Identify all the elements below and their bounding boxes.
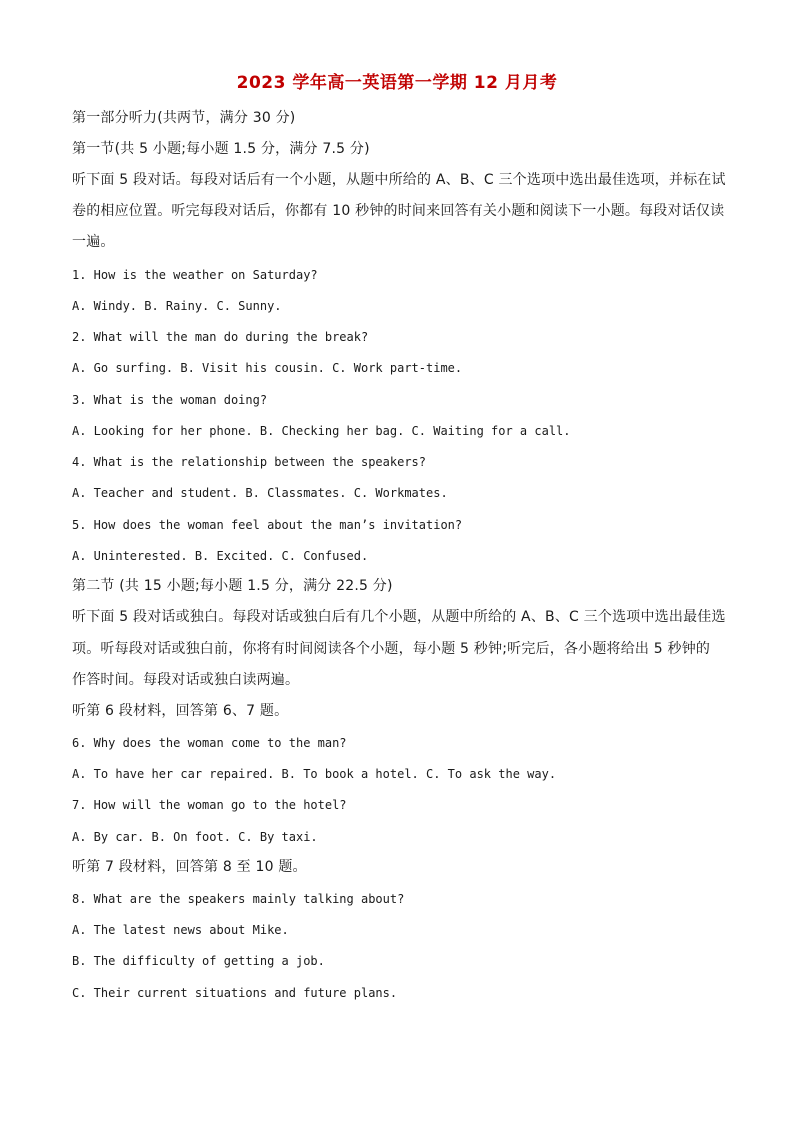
- section1-heading: 第一节(共 5 小题;每小题 1.5 分，满分 7.5 分): [72, 141, 370, 157]
- question-5: 5. How does the woman feel about the man’s invitation?: [72, 518, 463, 532]
- material-6-heading: 听第 6 段材料，回答第 6、7 题。: [72, 703, 289, 719]
- section1-instructions-line: 听下面 5 段对话。每段对话后有一个小题，从题中所给的 A、B、C 三个选项中选出最佳选项，并标在试: [72, 172, 726, 188]
- question-4-options: A. Teacher and student. B. Classmates. C. Workmates.: [72, 486, 448, 500]
- question-4: 4. What is the relationship between the speakers?: [72, 455, 427, 469]
- question-2: 2. What will the man do during the break?: [72, 330, 369, 344]
- question-1: 1. How is the weather on Saturday?: [72, 268, 318, 282]
- part1-heading: 第一部分听力(共两节，满分 30 分): [72, 110, 296, 126]
- question-8: 8. What are the speakers mainly talking about?: [72, 892, 405, 906]
- question-7: 7. How will the woman go to the hotel?: [72, 798, 347, 812]
- question-8-option-a: A. The latest news about Mike.: [72, 923, 289, 937]
- question-8-option-c: C. Their current situations and future plans.: [72, 986, 398, 1000]
- question-5-options: A. Uninterested. B. Excited. C. Confused.: [72, 549, 369, 563]
- question-2-options: A. Go surfing. B. Visit his cousin. C. Work part-time.: [72, 361, 463, 375]
- section2-instructions-line: 项。听每段对话或独白前，你将有时间阅读各个小题，每小题 5 秒钟;听完后，各小题将给出 5 秒钟的: [72, 641, 711, 657]
- section2-instructions-line: 听下面 5 段对话或独白。每段对话或独白后有几个小题，从题中所给的 A、B、C 三个选项中选出最佳选: [72, 609, 726, 625]
- question-8-option-b: B. The difficulty of getting a job.: [72, 954, 325, 968]
- page-title: 2023 学年高一英语第一学期 12 月月考: [236, 73, 558, 93]
- question-1-options: A. Windy. B. Rainy. C. Sunny.: [72, 299, 282, 313]
- section1-instructions-line: 一遍。: [72, 234, 115, 250]
- section2-instructions-line: 作答时间。每段对话或独白读两遍。: [72, 672, 300, 688]
- question-7-options: A. By car. B. On foot. C. By taxi.: [72, 830, 318, 844]
- question-6-options: A. To have her car repaired. B. To book a hotel. C. To ask the way.: [72, 767, 557, 781]
- section2-heading: 第二节 (共 15 小题;每小题 1.5 分，满分 22.5 分): [72, 578, 393, 594]
- question-3-options: A. Looking for her phone. B. Checking her bag. C. Waiting for a call.: [72, 424, 571, 438]
- section1-instructions-line: 卷的相应位置。听完每段对话后，你都有 10 秒钟的时间来回答有关小题和阅读下一小题。每段对话仅读: [72, 203, 725, 219]
- question-3: 3. What is the woman doing?: [72, 393, 268, 407]
- question-6: 6. Why does the woman come to the man?: [72, 736, 347, 750]
- material-7-heading: 听第 7 段材料，回答第 8 至 10 题。: [72, 859, 307, 875]
